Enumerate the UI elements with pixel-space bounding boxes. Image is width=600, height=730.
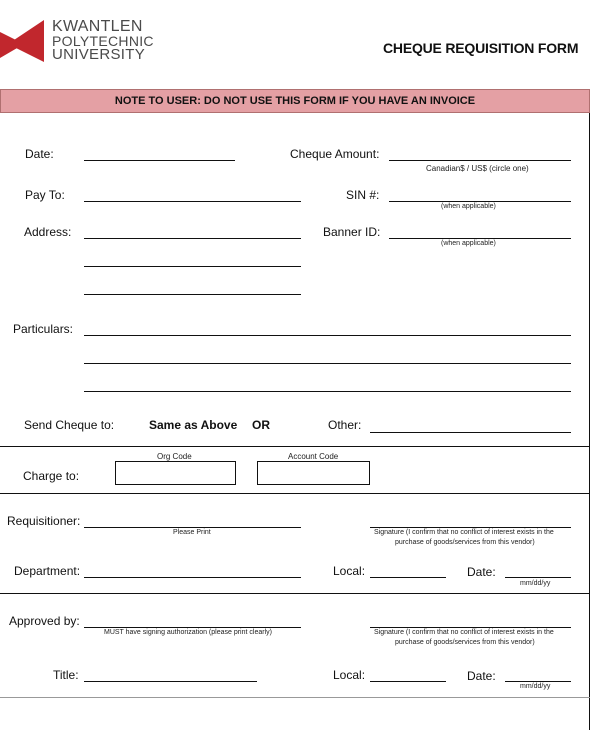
charge-to-label: Charge to: [23, 469, 80, 483]
send-cheque-to-label: Send Cheque to: [24, 418, 115, 432]
banner-id-label: Banner ID: [323, 225, 381, 239]
banner-id-field[interactable] [389, 238, 571, 239]
other-field[interactable] [370, 432, 571, 433]
department-label: Department: [14, 564, 81, 578]
particulars-field-2[interactable] [84, 363, 571, 364]
logo-line-2: POLYTECHNIC [52, 33, 154, 49]
particulars-label: Particulars: [13, 322, 74, 336]
notice-banner [0, 89, 590, 113]
local-field-2[interactable] [370, 681, 446, 682]
local-label-2: Local: [333, 668, 366, 682]
pay-to-field[interactable] [84, 201, 301, 202]
cheque-amount-label: Cheque Amount: [290, 147, 380, 161]
currency-note: Canadian$ / US$ (circle one) [426, 164, 529, 173]
local-label-1: Local: [333, 564, 366, 578]
requisitioner-field[interactable] [84, 527, 301, 528]
account-code-field[interactable] [257, 461, 370, 485]
title-label: Title: [53, 668, 79, 682]
signature-note-2a: Signature (I confirm that no conflict of interest exists in the [374, 629, 554, 636]
date-field[interactable] [84, 160, 235, 161]
date-field-2[interactable] [505, 681, 571, 682]
banner-when-applicable: (when applicable) [441, 240, 496, 247]
mmddyy-note-1: mm/dd/yy [520, 580, 551, 587]
logo-wordmark [52, 20, 154, 62]
section-divider-3 [0, 593, 590, 594]
approved-by-field[interactable] [84, 627, 301, 628]
section-divider-1 [0, 446, 590, 447]
address-field-1[interactable] [84, 238, 301, 239]
or-text: OR [252, 418, 270, 432]
please-print-note: Please Print [173, 529, 211, 536]
other-label: Other: [328, 418, 362, 432]
section-divider-2 [0, 493, 590, 494]
date-label: Date: [25, 147, 54, 161]
department-field[interactable] [84, 577, 301, 578]
requisitioner-signature-field[interactable] [370, 527, 571, 528]
sin-when-applicable: (when applicable) [441, 203, 496, 210]
signature-note-2b: purchase of goods/services from this vendor) [395, 639, 535, 646]
same-as-above-option[interactable]: Same as Above [149, 418, 238, 432]
address-field-2[interactable] [84, 266, 301, 267]
must-have-note: MUST have signing authorization (please print clearly) [104, 629, 272, 636]
address-label: Address: [24, 225, 72, 239]
date-label-1: Date: [467, 565, 496, 579]
address-field-3[interactable] [84, 294, 301, 295]
particulars-field-3[interactable] [84, 391, 571, 392]
signature-note-1a: Signature (I confirm that no conflict of interest exists in the [374, 529, 554, 536]
pay-to-label: Pay To: [25, 188, 65, 202]
form-title: CHEQUE REQUISITION FORM [383, 40, 579, 56]
section-divider-4 [0, 697, 590, 698]
date-field-1[interactable] [505, 577, 571, 578]
logo-mark-icon [0, 18, 46, 64]
logo-line-1: KWANTLEN [52, 18, 143, 35]
local-field-1[interactable] [370, 577, 446, 578]
cheque-amount-field[interactable] [389, 160, 571, 161]
sin-label: SIN #: [346, 188, 380, 202]
mmddyy-note-2: mm/dd/yy [520, 683, 551, 690]
org-code-field[interactable] [115, 461, 236, 485]
logo-line-3: UNIVERSITY [52, 46, 146, 63]
account-code-label: Account Code [288, 452, 339, 461]
title-field[interactable] [84, 681, 257, 682]
sin-field[interactable] [389, 201, 571, 202]
date-label-2: Date: [467, 669, 496, 683]
org-code-label: Org Code [157, 452, 192, 461]
particulars-field-1[interactable] [84, 335, 571, 336]
signature-note-1b: purchase of goods/services from this vendor) [395, 539, 535, 546]
approved-by-label: Approved by: [9, 614, 80, 628]
requisitioner-label: Requisitioner: [7, 514, 81, 528]
approver-signature-field[interactable] [370, 627, 571, 628]
notice-text: NOTE TO USER: DO NOT USE THIS FORM IF YOU HAVE AN INVOICE [114, 95, 476, 107]
